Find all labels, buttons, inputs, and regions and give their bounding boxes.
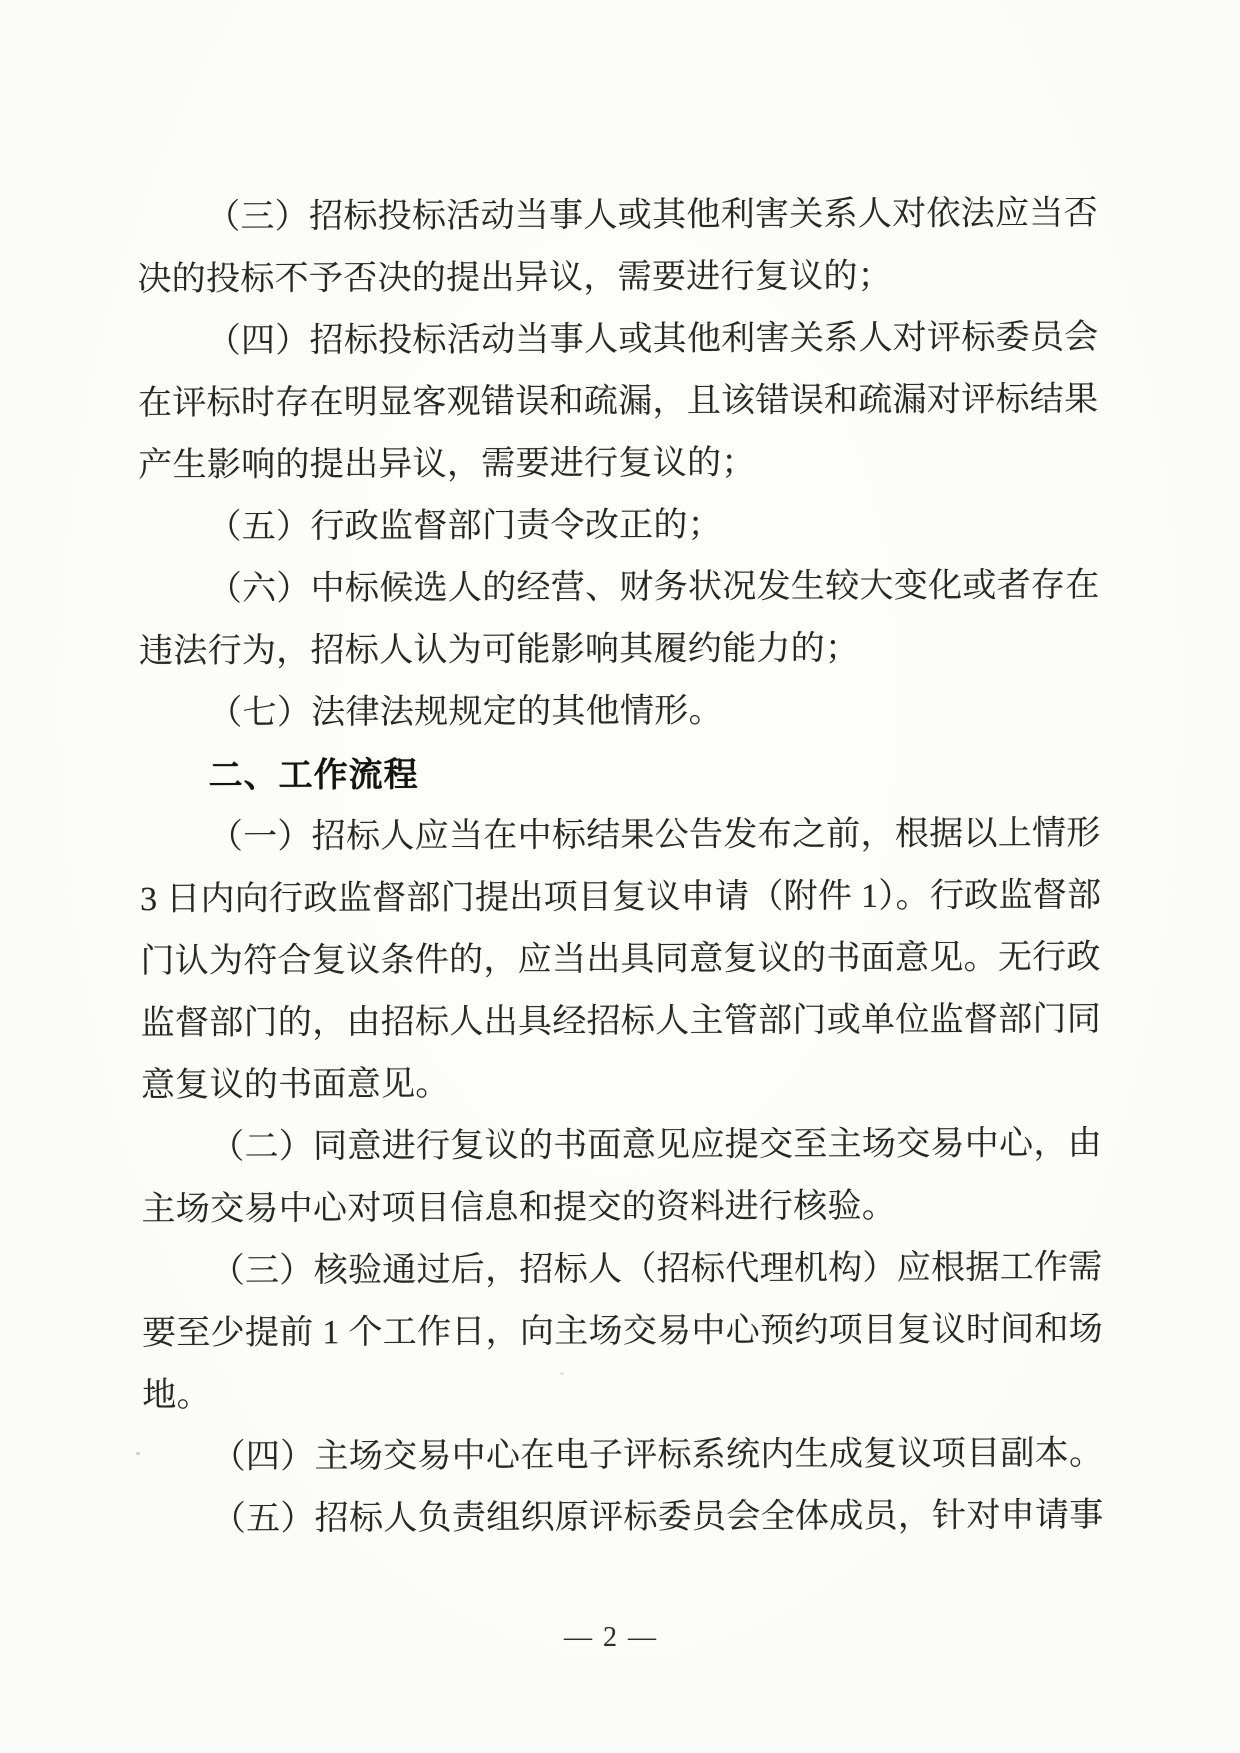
text-line: 决的投标不予否决的提出异议，需要进行复议的； bbox=[137, 257, 893, 299]
text-line: （五）行政监督部门责令改正的； bbox=[207, 506, 723, 546]
text-line: 产生影响的提出异议，需要进行复议的； bbox=[138, 444, 756, 485]
text-line: （三）招标投标活动当事人或其他利害关系人对依法应当否 bbox=[206, 194, 1099, 236]
document-body bbox=[137, 183, 1133, 1551]
text-line: 地。 bbox=[142, 1376, 211, 1415]
text-line: （三）核验通过后，招标人（招标代理机构）应根据工作需 bbox=[210, 1248, 1103, 1290]
text-line: （四）招标投标活动当事人或其他利害关系人对评标委员会 bbox=[206, 318, 1099, 360]
text-line: 3 日内向行政监督部门提出项目复议申请（附件 1）。行政监督部 bbox=[140, 876, 1102, 919]
section-heading: 二、工作流程 bbox=[208, 755, 419, 795]
text-line: （六）中标候选人的经营、财务状况发生较大变化或者存在 bbox=[207, 566, 1100, 608]
scan-speck bbox=[136, 1452, 140, 1455]
text-line: （二）同意进行复议的书面意见应提交至主场交易中心，由 bbox=[210, 1124, 1103, 1166]
text-line: （五）招标人负责组织原评标委员会全体成员，针对申请事 bbox=[211, 1496, 1104, 1538]
scan-speck bbox=[560, 1372, 564, 1375]
text-line: 在评标时存在明显客观错误和疏漏，且该错误和疏漏对评标结果 bbox=[137, 380, 1099, 423]
text-line: 门认为符合复议条件的，应当出具同意复议的书面意见。无行政 bbox=[140, 938, 1101, 981]
text-line: （四）主场交易中心在电子评标系统内生成复议项目副本。 bbox=[211, 1434, 1104, 1476]
text-line: 违法行为，招标人认为可能影响其履约能力的； bbox=[138, 630, 860, 671]
text-line: 要至少提前 1 个工作日，向主场交易中心预约项目复议时间和场 bbox=[141, 1310, 1104, 1353]
page-number: — 2 — bbox=[564, 1622, 658, 1653]
text-line: 主场交易中心对项目信息和提交的资料进行核验。 bbox=[141, 1187, 897, 1229]
text-line: （七）法律法规规定的其他情形。 bbox=[208, 692, 723, 732]
text-line: 监督部门的，由招标人出具经招标人主管部门或单位监督部门同 bbox=[140, 1000, 1102, 1043]
text-line: （一）招标人应当在中标结果公告发布之前，根据以上情形 bbox=[208, 814, 1101, 856]
text-line: 意复议的书面意见。 bbox=[140, 1065, 450, 1105]
